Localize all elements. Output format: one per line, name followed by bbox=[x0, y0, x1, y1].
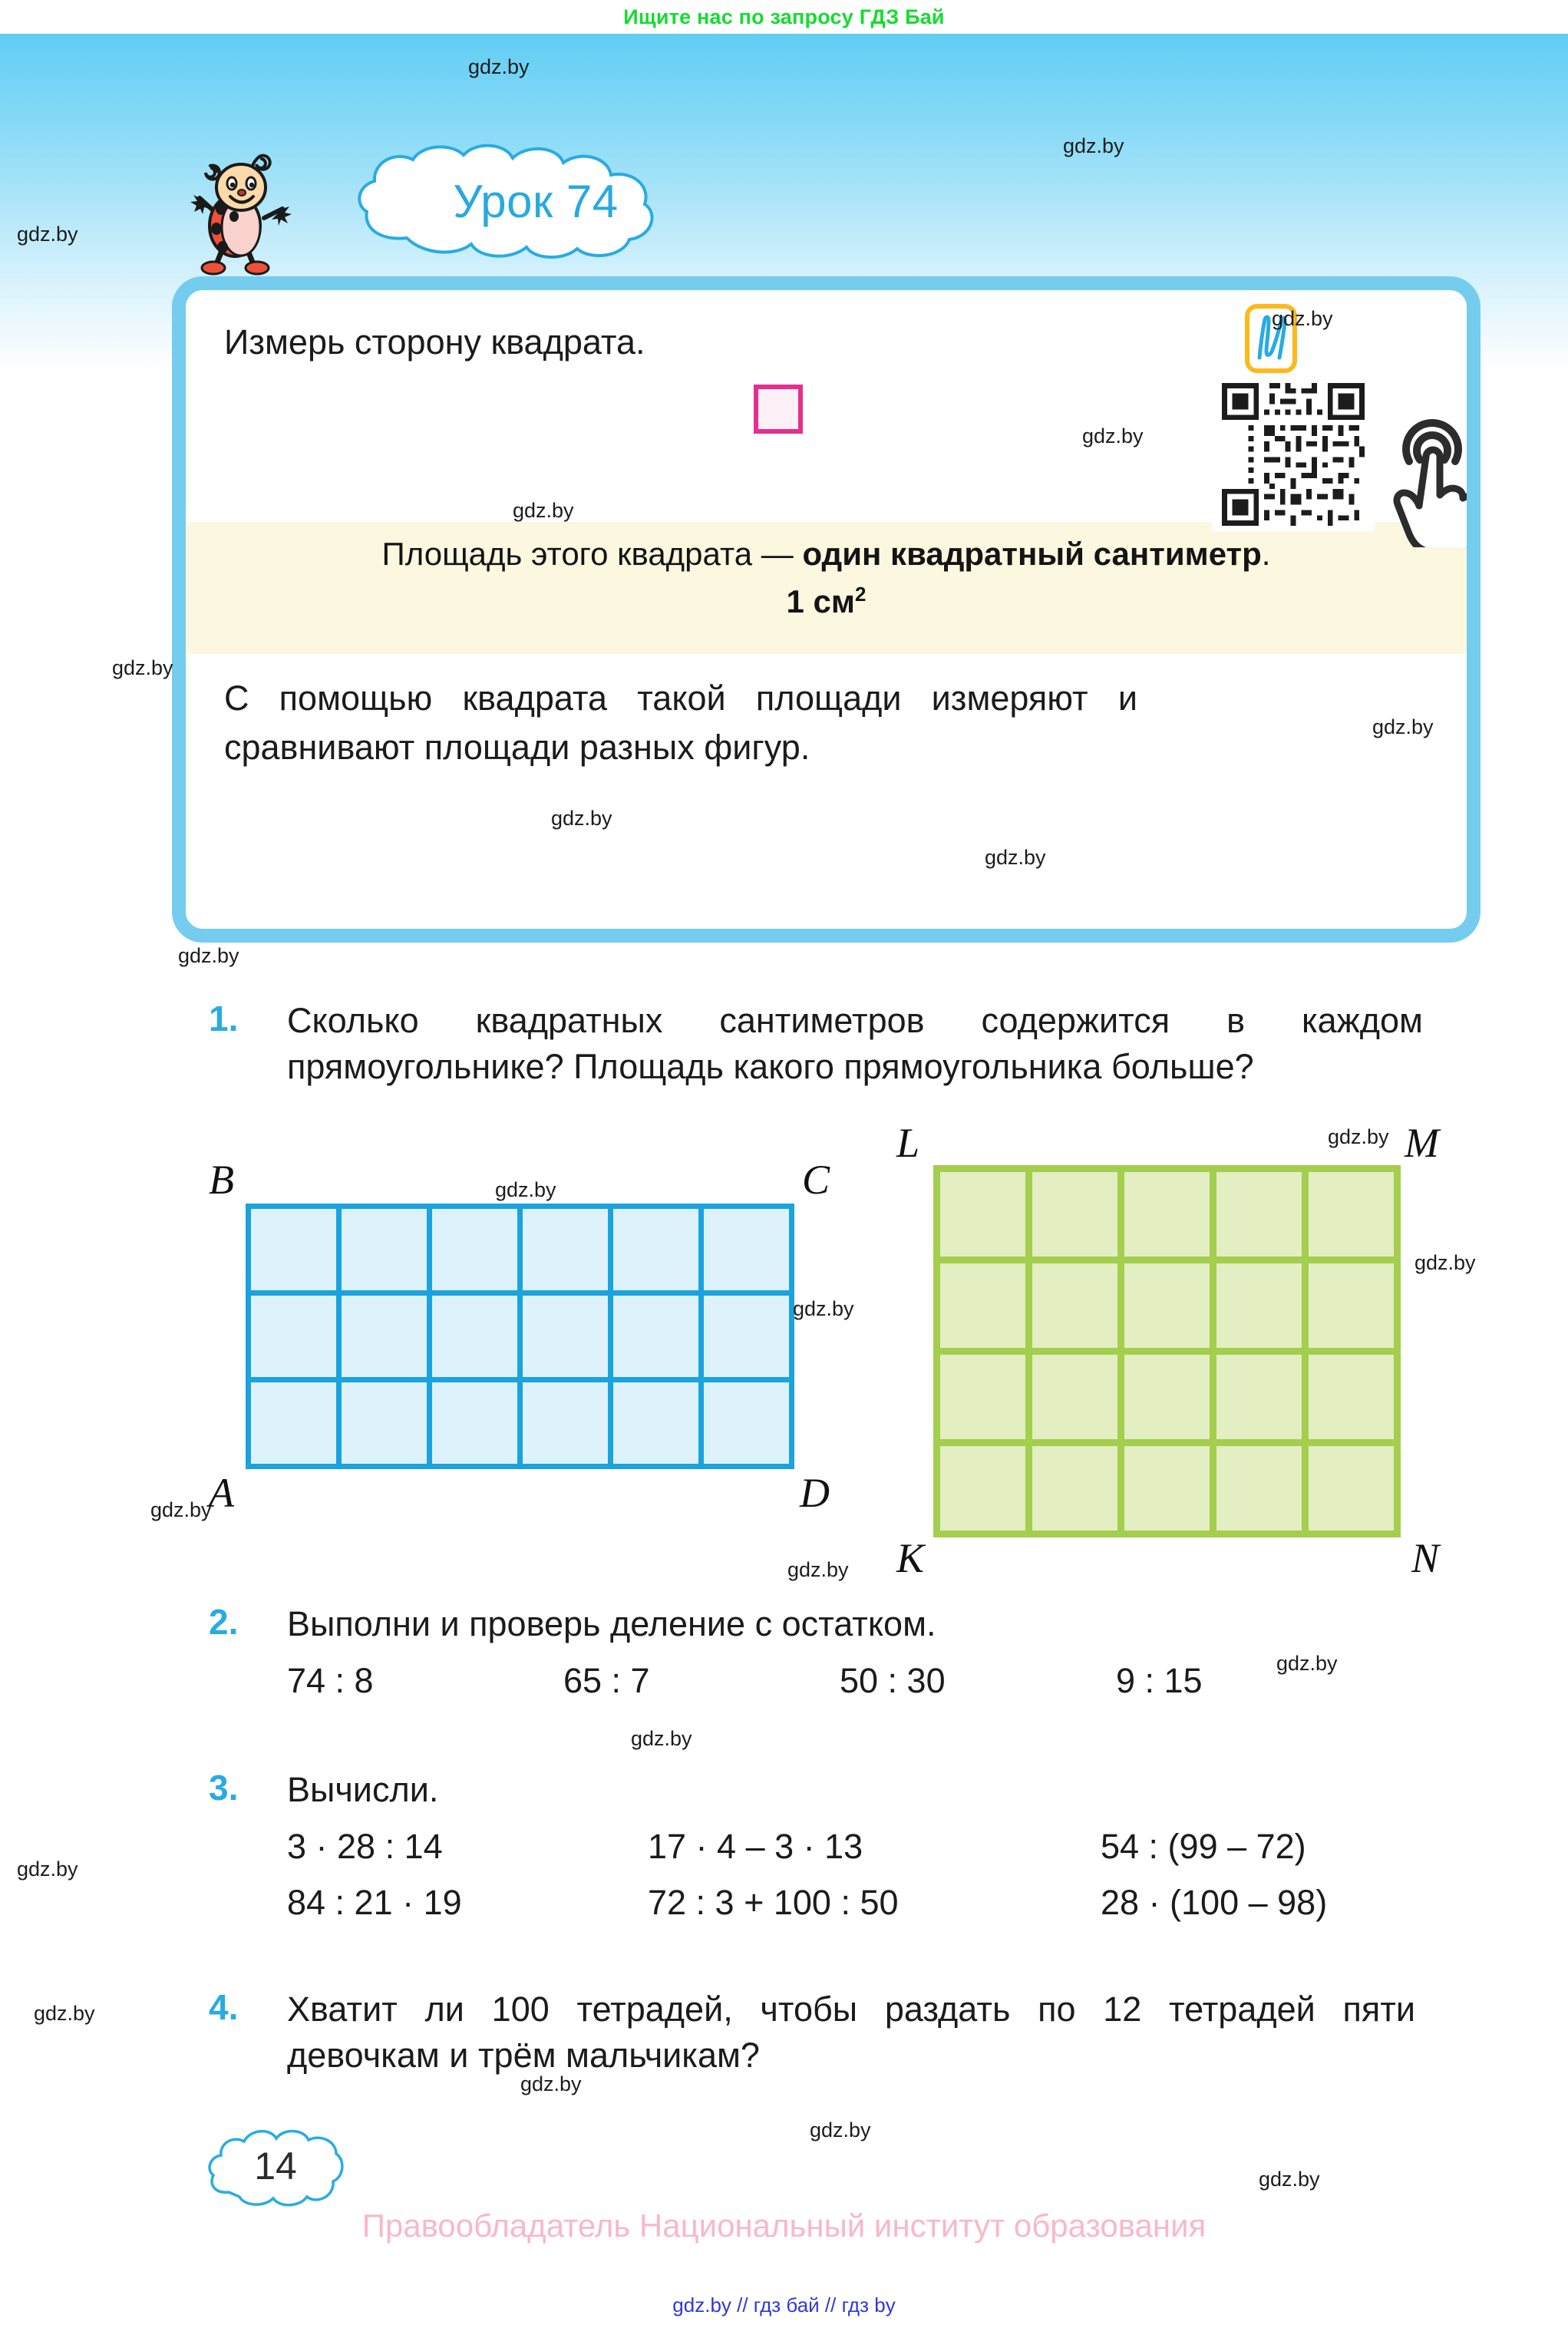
grid-cell bbox=[432, 1296, 517, 1377]
exercise-3-number: 3. bbox=[209, 1768, 239, 1808]
watermark: gdz.by bbox=[468, 55, 530, 78]
unit-value: 1 см bbox=[786, 583, 855, 619]
exercise-2 bbox=[209, 1601, 1437, 1705]
grid-cell bbox=[342, 1296, 427, 1377]
grid-cell bbox=[940, 1172, 1025, 1257]
exercise-1-text: Сколько квадратных сантиметров содержится в каждом прямоугольнике? Площадь какого прямоугольника больше? bbox=[287, 1001, 1423, 1087]
watermark: gdz.by bbox=[112, 656, 173, 679]
grid-cell bbox=[940, 1446, 1025, 1531]
grid-cell bbox=[1216, 1263, 1302, 1348]
watermark: gdz.by bbox=[495, 1178, 556, 1201]
definition-highlight-band bbox=[186, 522, 1467, 654]
grid-cell bbox=[251, 1296, 336, 1377]
label-N: N bbox=[1411, 1535, 1439, 1581]
watermark: gdz.by bbox=[1259, 2168, 1320, 2191]
watermark: gdz.by bbox=[17, 223, 78, 246]
grid-cell bbox=[1216, 1355, 1302, 1439]
label-D: D bbox=[800, 1470, 830, 1516]
label-B: B bbox=[209, 1157, 234, 1203]
label-A: A bbox=[209, 1470, 234, 1516]
grid-cell bbox=[523, 1382, 608, 1464]
watermark: gdz.by bbox=[1372, 715, 1434, 738]
lesson-content-box bbox=[172, 276, 1481, 943]
grid-cell bbox=[342, 1209, 427, 1290]
expression: 54 : (99 – 72) bbox=[1101, 1827, 1306, 1867]
promo-banner bbox=[0, 0, 1568, 34]
grid-cell bbox=[1032, 1172, 1117, 1257]
exercise-3-row-1 bbox=[287, 1824, 1437, 1870]
rectangle-KLMN-grid bbox=[933, 1165, 1401, 1537]
label-C: C bbox=[801, 1157, 830, 1203]
expression: 3 · 28 : 14 bbox=[287, 1827, 443, 1867]
grid-cell bbox=[251, 1209, 336, 1290]
watermark: gdz.by bbox=[1082, 424, 1144, 447]
grid-cell bbox=[1032, 1355, 1117, 1439]
definition-period: . bbox=[1261, 536, 1271, 572]
label-L: L bbox=[896, 1120, 920, 1166]
grid-cell bbox=[613, 1296, 698, 1377]
grid-cell bbox=[1309, 1172, 1394, 1257]
grid-cell bbox=[1309, 1355, 1394, 1439]
grid-cell bbox=[523, 1296, 608, 1377]
grid-cell bbox=[940, 1263, 1025, 1348]
grid-cell bbox=[1124, 1446, 1210, 1531]
label-K: K bbox=[896, 1535, 925, 1581]
grid-cell bbox=[342, 1382, 427, 1464]
lesson-instruction: Измерь сторону квадрата. bbox=[224, 322, 645, 362]
exercise-3-text: Вычисли. bbox=[287, 1770, 439, 1809]
ladybug-mascot-icon bbox=[183, 143, 305, 279]
grid-cell bbox=[1032, 1446, 1117, 1531]
tap-hand-icon bbox=[1381, 401, 1481, 547]
grid-cell bbox=[523, 1209, 608, 1290]
grid-cell bbox=[251, 1382, 336, 1464]
grid-cell bbox=[1032, 1263, 1117, 1348]
grid-cell bbox=[704, 1296, 789, 1377]
exercise-1 bbox=[209, 998, 1437, 1091]
exercise-3-row-2 bbox=[287, 1880, 1437, 1926]
definition-bold-text: один квадратный сантиметр bbox=[802, 536, 1262, 572]
exercise-4-text: Хватит ли 100 тетрадей, чтобы раздать по 12 тетрадей пяти девочкам и трём мальчикам? bbox=[287, 1990, 1415, 2075]
grid-cell bbox=[613, 1382, 698, 1464]
exercise-3 bbox=[209, 1767, 1437, 1926]
grid-cell bbox=[1124, 1172, 1210, 1257]
exercise-2-text: Выполни и проверь деление с остатком. bbox=[287, 1604, 936, 1643]
grid-cell bbox=[1216, 1446, 1302, 1531]
grid-cell bbox=[1309, 1446, 1394, 1531]
grid-cell bbox=[704, 1382, 789, 1464]
watermark: gdz.by bbox=[34, 2002, 95, 2025]
exercise-2-number: 2. bbox=[209, 1602, 239, 1642]
expression: 28 · (100 – 98) bbox=[1101, 1882, 1328, 1922]
grid-cell bbox=[432, 1209, 517, 1290]
definition-line bbox=[186, 534, 1467, 575]
watermark: gdz.by bbox=[810, 2118, 871, 2142]
expression: 65 : 7 bbox=[563, 1661, 650, 1701]
definition-plain-text: Площадь этого квадрата — bbox=[381, 536, 803, 572]
bottom-links: gdz.by // гдз бай // гдз by bbox=[672, 2293, 896, 2317]
grid-cell bbox=[940, 1355, 1025, 1439]
expression: 9 : 15 bbox=[1116, 1661, 1203, 1701]
grid-cell bbox=[704, 1209, 789, 1290]
page-number-cloud bbox=[206, 2125, 345, 2208]
exercise-4 bbox=[209, 1986, 1437, 2079]
watermark: gdz.by bbox=[17, 1858, 78, 1881]
watermark: gdz.by bbox=[1272, 307, 1333, 330]
watermark: gdz.by bbox=[793, 1297, 854, 1320]
exercise-4-number: 4. bbox=[209, 1987, 239, 2027]
watermark: gdz.by bbox=[1415, 1251, 1476, 1274]
watermark: gdz.by bbox=[178, 944, 239, 967]
rectangle-ABCD-grid bbox=[246, 1204, 794, 1469]
page-number: 14 bbox=[254, 2145, 297, 2188]
watermark: gdz.by bbox=[1063, 134, 1124, 157]
expression: 50 : 30 bbox=[840, 1661, 946, 1701]
cursive-letter-i-badge-icon[interactable] bbox=[1245, 304, 1297, 373]
grid-cell bbox=[1124, 1355, 1210, 1439]
label-M: M bbox=[1405, 1120, 1439, 1166]
watermark: gdz.by bbox=[513, 499, 574, 522]
exercise-2-expressions bbox=[287, 1658, 1437, 1704]
watermark: gdz.by bbox=[1328, 1125, 1389, 1148]
grid-cell bbox=[1124, 1263, 1210, 1348]
rights-notice: Правообладатель Национальный институт образования bbox=[361, 2208, 1207, 2244]
expression: 17 · 4 – 3 · 13 bbox=[648, 1827, 863, 1867]
watermark: gdz.by bbox=[1276, 1652, 1338, 1675]
qr-code[interactable] bbox=[1212, 378, 1375, 531]
watermark: gdz.by bbox=[150, 1498, 212, 1521]
watermark: gdz.by bbox=[551, 807, 612, 830]
expression: 84 : 21 · 19 bbox=[287, 1882, 462, 1922]
grid-cell bbox=[1309, 1263, 1394, 1348]
promo-banner-text: Ищите нас по запросу ГДЗ Бай bbox=[623, 5, 945, 28]
lesson-title-text: Урок 74 bbox=[453, 175, 619, 227]
grid-cell bbox=[613, 1209, 698, 1290]
expression: 74 : 8 bbox=[287, 1661, 374, 1701]
unit-notation bbox=[186, 583, 1467, 620]
exercise-1-number: 1. bbox=[209, 999, 239, 1039]
lesson-title-cloud bbox=[347, 143, 725, 259]
grid-cell bbox=[1216, 1172, 1302, 1257]
unit-exponent: 2 bbox=[855, 582, 867, 606]
one-square-centimeter-swatch bbox=[754, 385, 803, 434]
grid-cell bbox=[432, 1382, 517, 1464]
watermark: gdz.by bbox=[631, 1727, 692, 1750]
expression: 72 : 3 + 100 : 50 bbox=[648, 1882, 899, 1922]
watermark: gdz.by bbox=[520, 2072, 582, 2095]
watermark: gdz.by bbox=[985, 846, 1046, 869]
lesson-paragraph: С помощью квадрата такой площади измеряют и сравнивают площади разных фигур. bbox=[224, 679, 1137, 767]
watermark: gdz.by bbox=[787, 1558, 849, 1581]
